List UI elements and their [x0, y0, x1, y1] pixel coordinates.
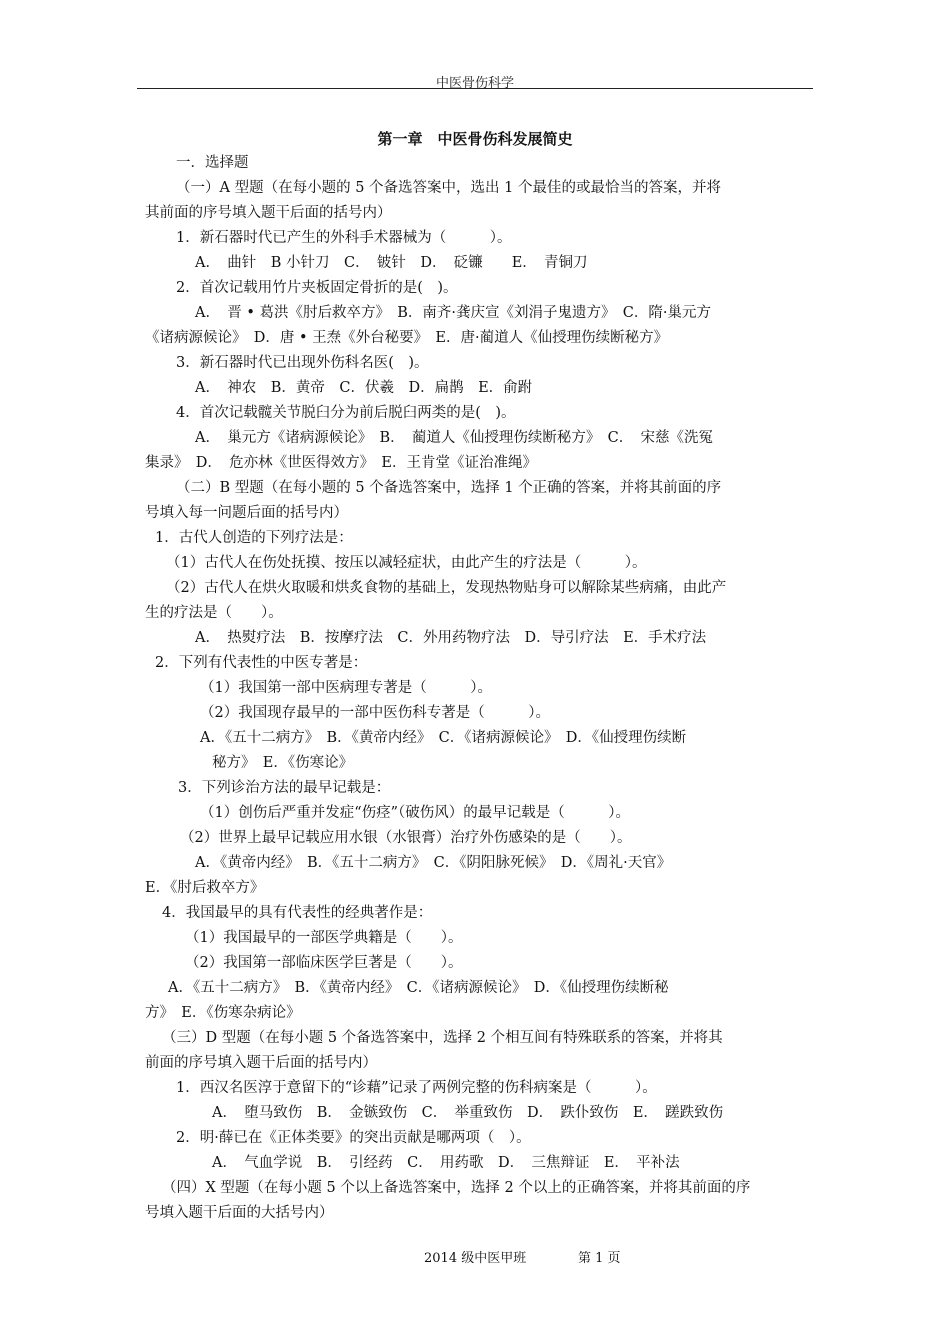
answer-options-cont: 集录》 D． 危亦林《世医得效方》 E．王肯堂《证治准绳》 — [145, 455, 537, 471]
answer-options: A． 巢元方《诸病源候论》 B． 蔺道人《仙授理伤续断秘方》 C． 宋慈《洗冤 — [195, 430, 713, 446]
question-text: 3．下列诊治方法的最早记载是： — [178, 780, 391, 796]
question-type-heading-cont: 号填入每一问题后面的括号内） — [145, 505, 348, 521]
answer-options: A． 堕马致伤 B． 金镞致伤 C． 举重致伤 D． 跌仆致伤 E． 蹉跌致伤 — [212, 1105, 724, 1121]
sub-question: （2）世界上最早记载应用水银（水银膏）治疗外伤感染的是（ ）。 — [180, 830, 632, 846]
question-text: 3．新石器时代已出现外伤科名医( )。 — [176, 355, 429, 371]
answer-options: A．《五十二病方》 B．《黄帝内经》 C．《诸病源候论》 D．《仙授理伤续断 — [200, 730, 687, 746]
sub-question-cont: 生的疗法是（ ）。 — [145, 605, 283, 621]
question-type-heading-cont: 号填入题干后面的大括号内） — [145, 1205, 334, 1221]
sub-question: （1）古代人在伤处抚摸、按压以减轻症状，由此产生的疗法是（ ）。 — [166, 555, 647, 571]
question-type-heading: （一）A 型题（在每小题的 5 个备选答案中，选出 1 个最佳的或最恰当的答案，并将 — [176, 180, 721, 196]
answer-options: A． 神农 B．黄帝 C．伏羲 D．扁鹊 E．俞跗 — [195, 380, 533, 396]
question-text: 2．明·薛已在《正体类要》的突出贡献是哪两项（ ）。 — [176, 1130, 531, 1146]
page-header: 中医骨伤科学 — [435, 76, 514, 91]
answer-options-cont: 方》 E．《伤寒杂病论》 — [145, 1005, 301, 1021]
question-text: 1．新石器时代已产生的外科手术器械为（ ）。 — [176, 230, 512, 246]
question-type-heading-cont: 其前面的序号填入题干后面的括号内） — [145, 205, 392, 221]
footer-page-number: 第 1 页 — [578, 1251, 621, 1266]
question-type-heading: （二）B 型题（在每小题的 5 个备选答案中，选择 1 个正确的答案，并将其前面的序 — [176, 480, 722, 496]
sub-question: （2）我国第一部临床医学巨著是（ ）。 — [185, 955, 463, 971]
answer-options: A． 气血学说 B． 引经药 C． 用药歌 D． 三焦辩证 E． 平补法 — [212, 1155, 680, 1171]
question-text: 2．首次记载用竹片夹板固定骨折的是( )。 — [176, 280, 458, 296]
answer-options: A．《五十二病方》 B．《黄帝内经》 C．《诸病源候论》 D．《仙授理伤续断秘 — [168, 980, 669, 996]
section-heading: 一．选择题 — [176, 155, 249, 171]
answer-options: A． 热熨疗法 B．按摩疗法 C．外用药物疗法 D．导引疗法 E．手术疗法 — [195, 630, 707, 646]
footer-class: 2014 级中医甲班 — [424, 1251, 527, 1266]
answer-options: A．《黄帝内经》 B．《五十二病方》 C．《阴阳脉死候》 D．《周礼·天官》 — [195, 855, 672, 871]
question-text: 4．我国最早的具有代表性的经典著作是： — [162, 905, 433, 921]
sub-question: （1）我国第一部中医病理专著是（ ）。 — [200, 680, 492, 696]
sub-question: （1）我国最早的一部医学典籍是（ ）。 — [185, 930, 463, 946]
question-text: 1．古代人创造的下列疗法是： — [155, 530, 353, 546]
answer-options: A． 曲针 B 小针刀 C． 铍针 D． 砭镰 E． 青铜刀 — [195, 255, 588, 271]
sub-question: （2）我国现存最早的一部中医伤科专著是（ ）。 — [200, 705, 550, 721]
question-text: 4．首次记载髋关节脱臼分为前后脱臼两类的是( )。 — [176, 405, 516, 421]
chapter-title: 第一章 中医骨伤科发展简史 — [377, 130, 573, 148]
question-text: 2．下列有代表性的中医专著是： — [155, 655, 368, 671]
question-type-heading-cont: 前面的序号填入题干后面的括号内） — [145, 1055, 377, 1071]
question-type-heading: （三）D 型题（在每小题 5 个备选答案中，选择 2 个相互间有特殊联系的答案，并将其 — [162, 1030, 723, 1046]
sub-question: （1）创伤后严重并发症“伤痉”（破伤风）的最早记载是（ ）。 — [200, 805, 631, 821]
header-divider — [137, 88, 813, 89]
answer-options: A． 晋 • 葛洪《肘后救卒方》 B．南齐·龚庆宣《刘涓子鬼遗方》 C．隋·巢元方 — [195, 305, 711, 321]
answer-options-cont: E．《肘后救卒方》 — [145, 880, 265, 896]
answer-options-cont: 秘方》 E．《伤寒论》 — [212, 755, 354, 771]
question-type-heading: （四）X 型题（在每小题 5 个以上备选答案中，选择 2 个以上的正确答案，并将其前面的序 — [162, 1180, 751, 1196]
answer-options-cont: 《诸病源候论》 D．唐 • 王焘《外台秘要》 E．唐·蔺道人《仙授理伤续断秘方》 — [145, 330, 669, 346]
sub-question: （2）古代人在烘火取暖和烘炙食物的基础上，发现热物贴身可以解除某些病痛，由此产 — [166, 580, 727, 596]
question-text: 1．西汉名医淳于意留下的“诊藉”记录了两例完整的伤科病案是（ ）。 — [176, 1080, 657, 1096]
